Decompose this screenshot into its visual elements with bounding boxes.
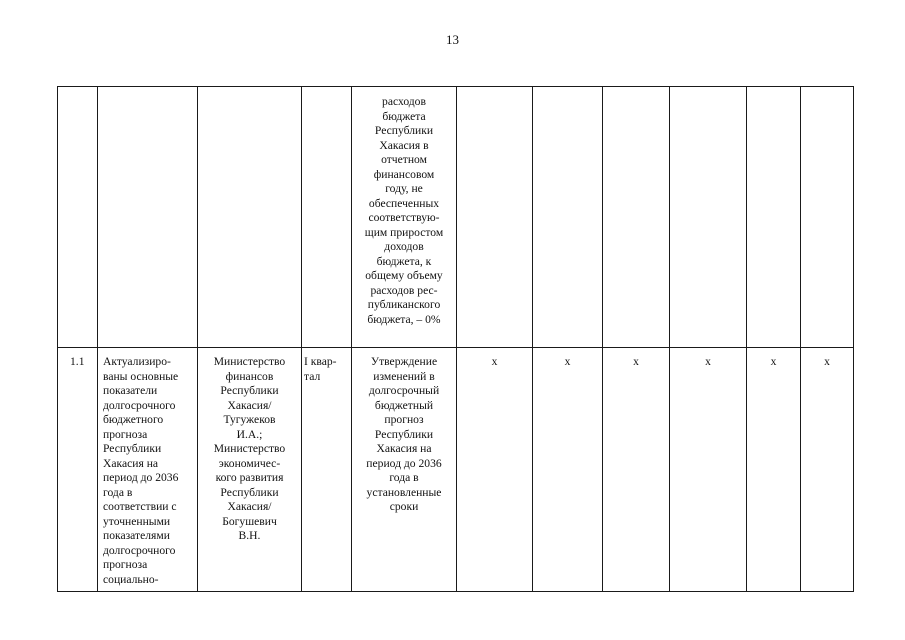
mark-cell [670, 87, 747, 348]
result-cell: расходов бюджета Республики Хакасия в отчетном финансовом году, не обеспеченных соответствую- щим приростом доходов бюджета, к общему объему расходов рес- публиканского бюджета, – 0% [352, 87, 457, 348]
term-cell [302, 87, 352, 348]
responsible-cell [198, 87, 302, 348]
term-cell: I квар- тал [302, 348, 352, 592]
row-number-cell: 1.1 [58, 348, 98, 592]
event-cell [98, 87, 198, 348]
mark-cell: x [670, 348, 747, 592]
table-row [58, 87, 854, 348]
mark-cell: x [533, 348, 603, 592]
measures-table [57, 86, 854, 592]
result-cell: Утверждение изменений в долгосрочный бюджетный прогноз Республики Хакасия на период до 2036 года в установленные сроки [352, 348, 457, 592]
mark-cell [747, 87, 801, 348]
mark-cell: x [457, 348, 533, 592]
mark-cell [603, 87, 670, 348]
mark-cell [801, 87, 854, 348]
mark-cell [457, 87, 533, 348]
table-row [58, 348, 854, 592]
page-number: 13 [446, 32, 459, 47]
mark-cell: x [801, 348, 854, 592]
mark-cell: x [747, 348, 801, 592]
responsible-cell: Министерство финансов Республики Хакасия/ Тугужеков И.А.; Министерство экономичес- кого развития Республики Хакасия/ Богушевич В.Н. [198, 348, 302, 592]
row-number-cell [58, 87, 98, 348]
mark-cell: x [603, 348, 670, 592]
mark-cell [533, 87, 603, 348]
event-cell: Актуализиро- ваны основные показатели долгосрочного бюджетного прогноза Республики Хакасия на период до 2036 года в соответствии с уточненными показателями долгосрочного прогноза социально- [98, 348, 198, 592]
